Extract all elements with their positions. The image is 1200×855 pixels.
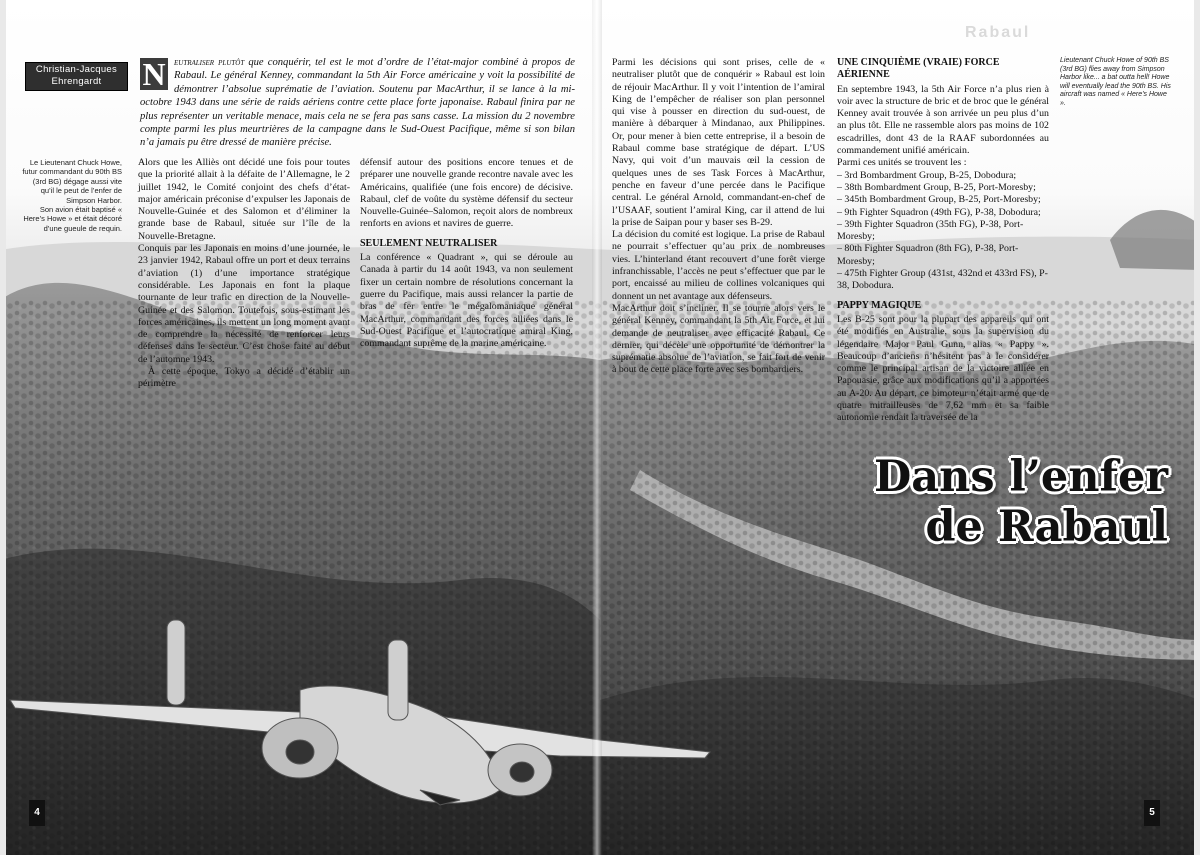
col3-paragraph-3: MacArthur doit s’incliner. Il se tourne alors vers le général Kenney, commandant la 5th Air Force, et lui demande de neutraliser avec efficacité Rabaul. Ce dernier, qui décèle une opportunité de démontrer la suprématie absolue de l’aviation, se fait fort de venir à bout de cette place forte avec ses bombardiers. — [612, 302, 825, 376]
left-page-edge — [0, 0, 6, 855]
col1-paragraph-1: Alors que les Alliès ont décidé une fois pour toutes que la priorité allait à la défaite de l’Allemagne, le 2 juillet 1942, le Comité conjoint des chefs d’état-major américain préconise d’expulser les Japonais de Nouvelle-Guinée et des Salomon et d’éliminer la grande base de Rabaul, située sur l’île de la Nouvelle-Bretagne. — [138, 157, 350, 242]
caption-left-p1: Le Lieutenant Chuck Howe, futur commandant du 90th BS (3rd BG) dégage aussi vite qu’il le peut de l’enfer de Simpson Harbor. — [22, 158, 122, 205]
unit-list-item: – 345th Bombardment Group, B-25, Port-Moresby; — [837, 194, 1041, 206]
running-header: Rabaul — [965, 24, 1031, 41]
col1-paragraph-2: Conquis par les Japonais en moins d’une journée, le 23 janvier 1942, Rabaul offre un port et deux terrains d’aviation (1) d’une importance stratégique considérable. Les Japonais en font la plaque tournante de leur trafic en direction de la Nouvelle-Guinée et des Salomon. Toutefois, sous-estimant les forces américaines, ils mettent un long moment avant de comprendre la nécessité de renforcer leurs défenses dans le secteur. C’est chose faite au début de l’automne 1943. — [138, 243, 350, 365]
intro-text: que conquérir, tel est le mot d’ordre de l’état-major combiné à propos de Rabaul. Le général Kenney, commandant la 5th Air Force américaine y voit la possibilité de démontrer l’absolue suprématie de l’aviation. Soutenu par MacArthur, il se lance à la mi-octobre 1943 dans une série de raids aériens contre cette place forte japonaise. Rabaul finira par ne plus représenter un veritable menace, mais cela ne se fera pas sans casse. La mission du 2 novembre compte parmi les plus meurtrières de la campagne dans le Sud-Ouest Pacifique, même si son bilan n’a jamais pu être dressé de manière précise. — [140, 57, 576, 149]
intro-paragraph — [140, 56, 575, 150]
right-page-edge — [1194, 0, 1200, 855]
unit-list-item: – 80th Fighter Squadron (8th FG), P-38, Port-Moresby; — [837, 243, 1019, 267]
article-column-4 — [837, 57, 1049, 425]
section-heading-pappy-magique: PAPPY MAGIQUE — [837, 299, 922, 311]
page-number-left: 4 — [29, 800, 45, 826]
col2-paragraph-1: défensif autour des positions encore tenues et de préparer une nouvelle grande recontre navale avec les Américains, qualifiée (une fois encore) de décisive. Rabaul, clef de voûte du système défensif du secteur Nouvelle-Guinée–Salomon, reçoit alors de nombreux renforts en avions et navires de guerre. — [360, 157, 573, 230]
section-heading-cinquieme-force: UNE CINQUIÈME (VRAIE) FORCE AÉRIENNE — [837, 57, 1000, 81]
photo-caption-english: Lieutenant Chuck Howe of 90th BS (3rd BG) flies away from Simpson Harbor like... a bat outta hell! Howe will eventually lead the 90th BS. His aircraft was named « Here’s Howe ». — [1060, 57, 1171, 107]
photo-caption-french — [18, 158, 122, 233]
unit-list-item: – 3rd Bombardment Group, B-25, Dobodura; — [837, 169, 1017, 181]
section-heading-seulement-neutraliser: SEULEMENT NEUTRALISER — [360, 237, 498, 249]
col1-paragraph-3: À cette époque, Tokyo a décidé d’établir un périmètre — [138, 366, 350, 390]
col4-paragraph-2: Parmi ces unités se trouvent les : — [837, 157, 967, 169]
author-last-name: Ehrengardt — [51, 76, 102, 87]
page-gutter — [592, 0, 602, 855]
col4-paragraph-3: Les B-25 sont pour la plupart des appareils qui ont été modifiés en Australie, sous la supervision du légendaire Major Paul Gunn, alias « Pappy ». Beaucoup d’anciens n’hésitent pas à le considérer comme le principal artisan de la victoire alliée en Papouasie, grâce aux modifications qu’il a apportées au A-20. Au départ, ce bimoteur n’était armé que de quatre mitrailleuses de 7,62 mm et sa faible autonomie rendait la traversée de la — [837, 313, 1049, 424]
col4-paragraph-1: En septembre 1943, la 5th Air Force n’a plus rien à voir avec la structure de bric et de broc que le général Kenney avait trouvée à son arrivée un peu plus d’un an plus tôt. Elle ne rassemble alors pas moins de 102 escadrilles, dont 43 de la RAAF subordonnées au commandement unifié américain. — [837, 83, 1049, 157]
author-box — [25, 62, 128, 91]
title-line-2: de Rabaul — [925, 502, 1168, 552]
unit-list-item: – 39th Fighter Squadron (35th FG), P-38, Port-Moresby; — [837, 218, 1024, 243]
unit-list-item: – 9th Fighter Squadron (49th FG), P-38, Dobodura; — [837, 206, 1041, 218]
unit-list-item: – 475th Fighter Group (431st, 432nd et 433rd FS), P-38, Dobodura. — [837, 268, 1048, 292]
drop-cap: N — [140, 58, 168, 90]
page-number-right: 5 — [1144, 800, 1160, 826]
article-column-3 — [612, 57, 825, 377]
unit-list — [837, 170, 1049, 293]
caption-left-p2: Son avion était baptisé « Here’s Howe » et était décoré d’une gueule de requin. — [23, 205, 122, 233]
article-title — [874, 452, 1168, 552]
intro-lead: eutraliser plutôt — [174, 57, 245, 68]
col3-paragraph-1: Parmi les décisions qui sont prises, celle de « neutraliser plutôt que de conquérir » Rabaul est loin de réjouir MacArthur. Il y voit l’intention de l’amiral King de l’empêcher de réaliser son plan personnel qui vise à pousser en direction du sud-ouest, de manière à débarquer à Mindanao, aux Philippines. Or, pour mener à bien cette entreprise, il a besoin de Rabaul comme base stratégique de départ. L’US Navy, qui voit d’un mauvais œil la cession de quelques unes de ses Task Forces à MacArthur, penche en faveur d’une percée dans le Pacifique central. Le général Arnold, commandant-en-chef de l’USAAF, soutient l’amiral King, car il attend de lui la prise de Saipan pour y baser ses B-29. — [612, 57, 825, 228]
article-column-2 — [360, 157, 573, 350]
author-first-name: Christian-Jacques — [35, 64, 118, 75]
col2-paragraph-2: La conférence « Quadrant », qui se déroule au Canada à partir du 14 août 1943, va non seulement fixer un certain nombre de résolutions concernant la guerre du Pacifique, mais aussi relancer la partie de bras de fer entre le mégalomaniaque général MacArthur, commandant des forces alliées dans le Sud-Ouest Pacifique et l’autocratique amiral King, commandant suprême de la marine américaine. — [360, 252, 573, 350]
col3-paragraph-2: La décision du comité est logique. La prise de Rabaul ne pourrait s’effectuer qu’au prix de nombreuses vies. L’hinterland étant recouvert d’une forêt vierge infranchissable, l’accès ne peut s’effectuer que par le port, encaissé au milieu de collines volcaniques qui donnent un net avantage aux défenseurs. — [612, 229, 825, 302]
article-column-1 — [138, 157, 350, 391]
unit-list-item: – 38th Bombardment Group, B-25, Port-Moresby; — [837, 181, 1036, 193]
title-line-1: Dans l’enfer — [873, 452, 1168, 502]
